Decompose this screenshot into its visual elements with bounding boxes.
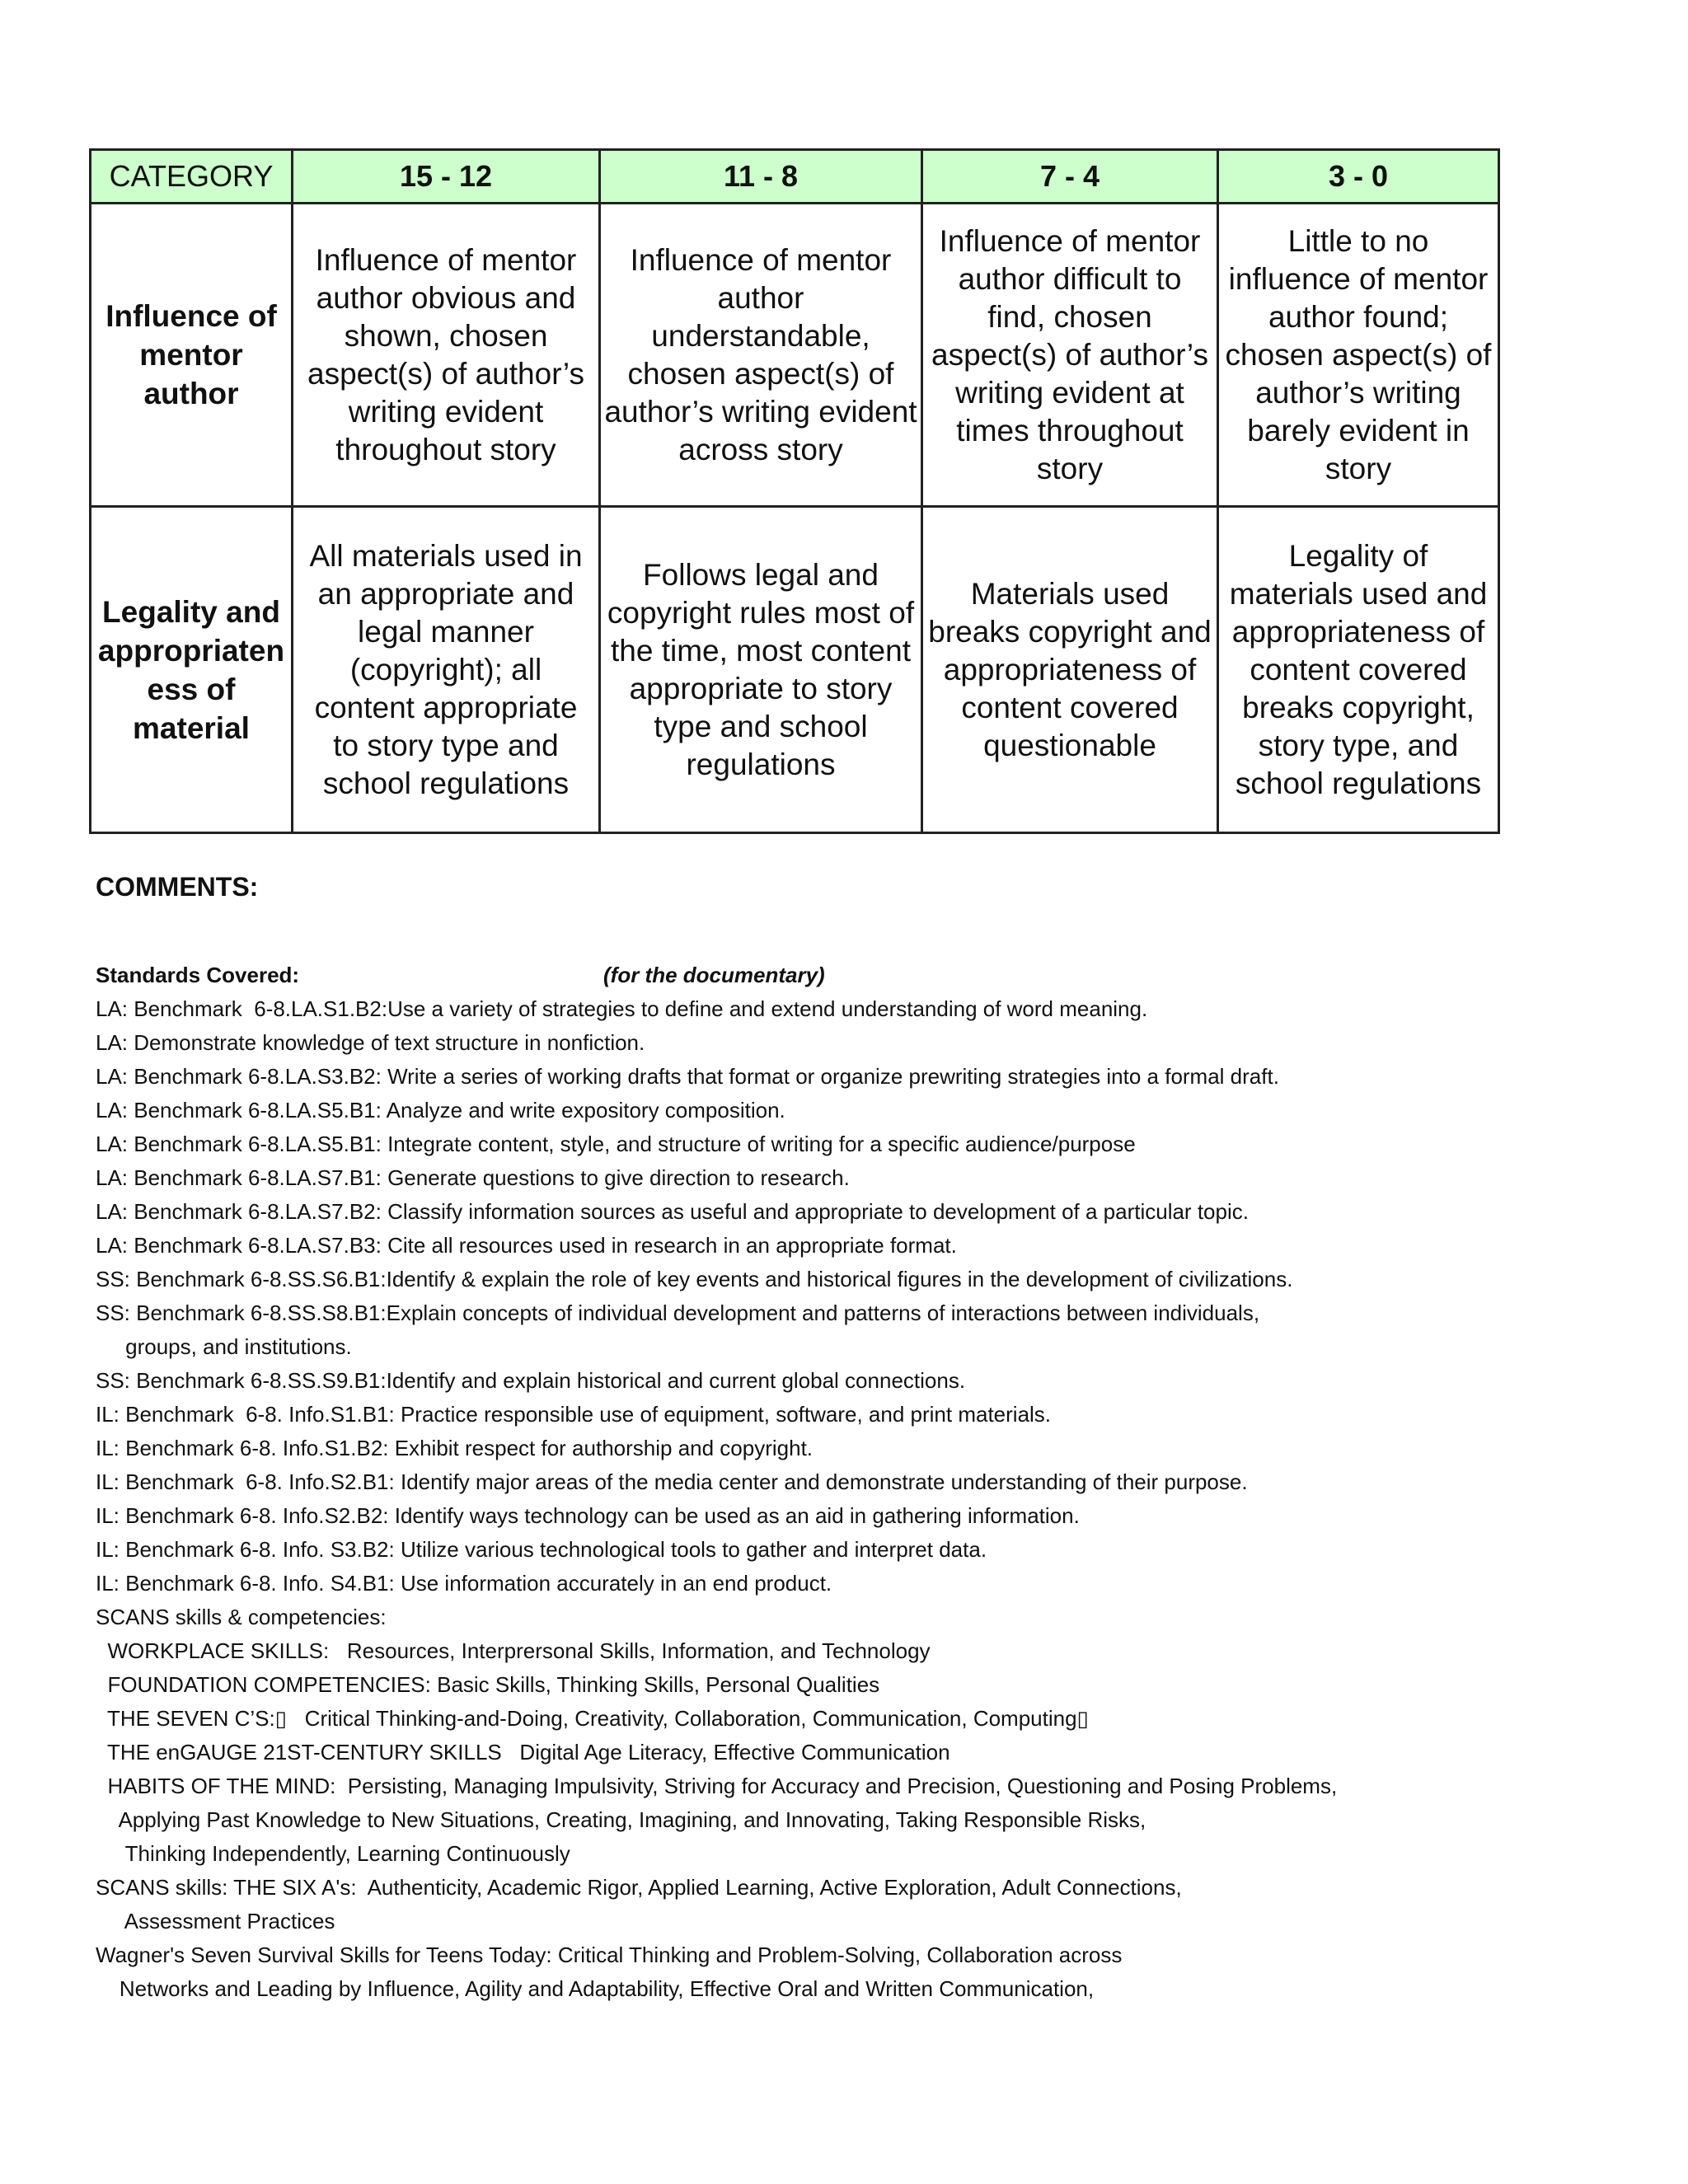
cell-line: aspect(s) of author’s: [931, 337, 1208, 372]
cell-line: breaks copyright and: [928, 614, 1212, 649]
standard-line: Assessment Practices: [96, 1909, 335, 1933]
rubric-table: [89, 148, 1500, 834]
cell-line: across story: [678, 432, 843, 466]
standard-line: SCANS skills: THE SIX A's: Authenticity, Academic Rigor, Applied Learning, Active Exploration, Adult Connections,: [96, 1875, 1182, 1900]
cell-line: Influence of mentor: [630, 242, 892, 277]
cell-line: mentor: [139, 338, 243, 372]
standard-line: Wagner's Seven Survival Skills for Teens Today: Critical Thinking and Problem-Solving, Collaboration across: [96, 1943, 1123, 1967]
cell-line: shown, chosen: [344, 318, 548, 353]
cell-line: author: [143, 377, 239, 410]
cell-line: appropriate to story: [629, 671, 893, 705]
cell-line: understandable,: [651, 318, 870, 353]
cell-line: school regulations: [322, 766, 570, 800]
standard-line: LA: Benchmark 6-8.LA.S5.B1: Analyze and write expository composition.: [96, 1098, 785, 1122]
standard-line: IL: Benchmark 6-8. Info. S4.B1: Use information accurately in an end product.: [96, 1571, 832, 1596]
cell-line: Little to no: [1287, 223, 1429, 258]
cell-line: throughout story: [335, 432, 556, 466]
rubric-cell: [1218, 507, 1499, 833]
rubric-cell: [293, 204, 600, 507]
standard-line: SCANS skills & competencies:: [96, 1605, 387, 1629]
header-category: CATEGORY: [91, 150, 293, 204]
rubric-cell: [600, 507, 922, 833]
row-category: [91, 204, 293, 507]
cell-line: regulations: [686, 747, 836, 781]
cell-line: find, chosen: [987, 299, 1152, 334]
cell-line: Follows legal and: [643, 557, 879, 592]
comments-label: COMMENTS:: [96, 872, 259, 902]
cell-line: content appropriate: [314, 690, 578, 724]
standard-line: LA: Benchmark 6-8.LA.S7.B1: Generate questions to give direction to research.: [96, 1165, 850, 1190]
standard-line: WORKPLACE SKILLS: Resources, Interprersonal Skills, Information, and Technology: [96, 1638, 931, 1663]
cell-line: Influence of mentor: [939, 223, 1201, 258]
standard-line: SS: Benchmark 6-8.SS.S8.B1:Explain concepts of individual development and patterns of interactions between individuals,: [96, 1301, 1260, 1325]
cell-line: content covered: [961, 690, 1179, 724]
standards-heading: [96, 958, 1645, 992]
standard-line: SS: Benchmark 6-8.SS.S9.B1:Identify and explain historical and current global connections.: [96, 1368, 966, 1393]
cell-line: story: [1325, 451, 1392, 485]
standard-line: LA: Benchmark 6-8.LA.S7.B2: Classify information sources as useful and appropriate to development of a particular topic.: [96, 1199, 1249, 1224]
header-score-3-0: 3 - 0: [1218, 150, 1499, 204]
cell-line: the time, most content: [610, 633, 911, 668]
standard-line: IL: Benchmark 6-8. Info.S1.B2: Exhibit respect for authorship and copyright.: [96, 1436, 814, 1460]
standard-line: HABITS OF THE MIND: Persisting, Managing Impulsivity, Striving for Accuracy and Precision, Questioning and Posing Problems,: [96, 1774, 1338, 1798]
cell-line: to story type and: [333, 728, 559, 762]
row-category: [91, 507, 293, 833]
standards-section: [96, 958, 1645, 2006]
cell-line: questionable: [983, 728, 1156, 762]
cell-line: influence of mentor: [1228, 261, 1489, 296]
cell-line: Legality of: [1288, 538, 1428, 573]
standard-line: THE enGAUGE 21ST-CENTURY SKILLS Digital Age Literacy, Effective Communication: [96, 1740, 950, 1765]
cell-line: story type, and: [1258, 728, 1459, 762]
cell-line: legal manner: [358, 614, 534, 649]
standards-label: Standards Covered:: [96, 963, 300, 987]
header-row: [91, 150, 1499, 204]
cell-line: author obvious and: [316, 280, 576, 315]
cell-line: breaks copyright,: [1242, 690, 1475, 724]
cell-line: ess of: [147, 672, 236, 706]
standard-line: Applying Past Knowledge to New Situations, Creating, Imagining, and Innovating, Taking Responsible Risks,: [96, 1807, 1146, 1832]
rubric-row: [91, 507, 1499, 833]
standard-line: THE SEVEN C’S:▯ Critical Thinking-and-Doing, Creativity, Collaboration, Communication, Computing▯: [96, 1706, 1089, 1731]
cell-line: author found;: [1268, 299, 1449, 334]
standards-list: [96, 992, 1645, 2006]
cell-line: materials used and: [1229, 576, 1488, 611]
cell-line: author’s writing: [1255, 375, 1461, 410]
cell-line: times throughout: [956, 413, 1184, 448]
standard-line: IL: Benchmark 6-8. Info. S3.B2: Utilize various technological tools to gather and interpret data.: [96, 1537, 987, 1562]
standard-line: IL: Benchmark 6-8. Info.S2.B1: Identify major areas of the media center and demonstrate understanding of their purpose.: [96, 1469, 1248, 1494]
rubric-cell: [1218, 204, 1499, 507]
cell-line: school regulations: [1235, 766, 1482, 800]
cell-line: material: [133, 710, 250, 745]
cell-line: chosen aspect(s) of: [627, 356, 894, 391]
rubric-cell: [922, 204, 1218, 507]
cell-line: (copyright); all: [349, 652, 542, 687]
cell-line: an appropriate and: [317, 576, 574, 611]
header-score-7-4: 7 - 4: [922, 150, 1218, 204]
standard-line: LA: Benchmark 6-8.LA.S7.B3: Cite all resources used in research in an appropriate format.: [96, 1233, 957, 1258]
cell-line: copyright rules most of: [607, 595, 915, 630]
cell-line: All materials used in: [309, 538, 583, 573]
standard-line: LA: Demonstrate knowledge of text structure in nonfiction.: [96, 1030, 645, 1055]
header-score-11-8: 11 - 8: [600, 150, 922, 204]
cell-line: appropriateness of: [943, 652, 1197, 687]
cell-line: story: [1036, 451, 1104, 485]
standard-line: IL: Benchmark 6-8. Info.S2.B2: Identify ways technology can be used as an aid in gathering information.: [96, 1503, 1080, 1528]
cell-line: content covered: [1250, 652, 1467, 687]
standard-line: groups, and institutions.: [96, 1334, 352, 1359]
cell-line: Materials used: [970, 576, 1170, 611]
standards-note: (for the documentary): [603, 963, 825, 987]
cell-line: author: [717, 280, 804, 315]
cell-line: type and school: [654, 709, 868, 743]
rubric-row: [91, 204, 1499, 507]
cell-line: writing evident at: [955, 375, 1184, 410]
standard-line: SS: Benchmark 6-8.SS.S6.B1:Identify & explain the role of key events and historical figures in the development of civilizations.: [96, 1267, 1293, 1291]
standard-line: Thinking Independently, Learning Continuously: [96, 1841, 570, 1866]
cell-line: chosen aspect(s) of: [1225, 337, 1492, 372]
standard-line: Networks and Leading by Influence, Agility and Adaptability, Effective Oral and Written Communication,: [96, 1976, 1095, 2001]
cell-line: writing evident: [348, 394, 544, 429]
cell-line: appropriateness of: [1231, 614, 1485, 649]
cell-line: author’s writing evident: [604, 394, 917, 429]
cell-line: author difficult to: [958, 261, 1182, 296]
rubric-cell: [293, 507, 600, 833]
standard-line: LA: Benchmark 6-8.LA.S3.B2: Write a series of working drafts that format or organize prewriting strategies into a formal draft.: [96, 1064, 1279, 1089]
cell-line: Influence of mentor: [315, 242, 577, 277]
cell-line: barely evident in: [1247, 413, 1470, 448]
cell-line: appropriaten: [97, 633, 285, 668]
rubric-cell: [922, 507, 1218, 833]
header-score-15-12: 15 - 12: [293, 150, 600, 204]
standard-line: FOUNDATION COMPETENCIES: Basic Skills, Thinking Skills, Personal Qualities: [96, 1672, 880, 1697]
cell-line: Influence of: [106, 299, 277, 333]
rubric-cell: [600, 204, 922, 507]
cell-line: aspect(s) of author’s: [307, 356, 584, 391]
standard-line: LA: Benchmark 6-8.LA.S5.B1: Integrate content, style, and structure of writing for a specific audience/purpose: [96, 1132, 1136, 1156]
cell-line: Legality and: [102, 594, 280, 629]
standard-line: LA: Benchmark 6-8.LA.S1.B2:Use a variety of strategies to define and extend understanding of word meaning.: [96, 996, 1148, 1021]
standard-line: IL: Benchmark 6-8. Info.S1.B1: Practice responsible use of equipment, software, and print materials.: [96, 1402, 1052, 1427]
